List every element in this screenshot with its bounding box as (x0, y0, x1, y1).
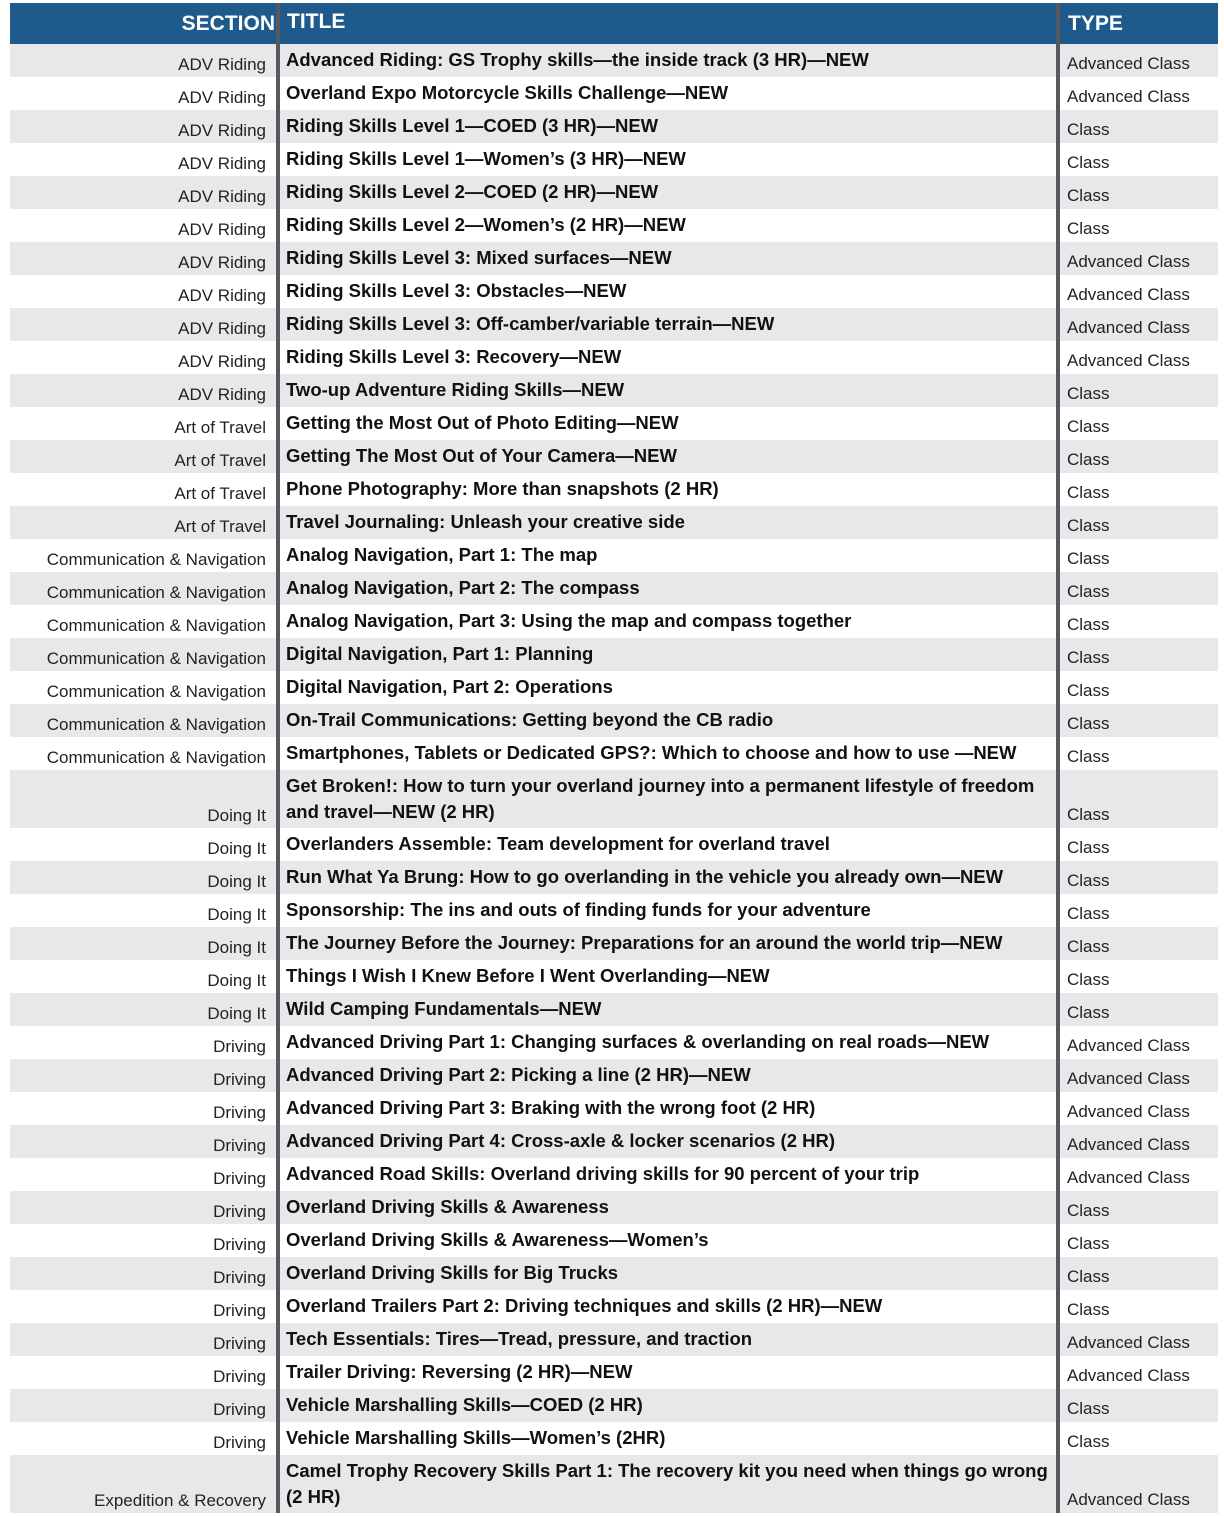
cell-section: ADV Riding (178, 286, 266, 305)
table-row (10, 1224, 1218, 1257)
cell-title: Advanced Driving Part 4: Cross-axle & locker scenarios (2 HR) (280, 1125, 1056, 1158)
cell-title: Riding Skills Level 2—Women’s (2 HR)—NEW (286, 214, 686, 235)
table-row (10, 1422, 1218, 1455)
table-row (10, 440, 1218, 473)
cell-title: Travel Journaling: Unleash your creative side (280, 506, 1056, 539)
cell-title: Sponsorship: The ins and outs of finding funds for your adventure (286, 899, 871, 920)
table-row (10, 1125, 1218, 1158)
cell-section: Driving (10, 1125, 276, 1158)
cell-section: Driving (10, 1389, 276, 1422)
cell-section: Art of Travel (10, 506, 276, 539)
cell-title: Advanced Driving Part 1: Changing surfaces & overlanding on real roads—NEW (286, 1031, 990, 1052)
table-row (10, 993, 1218, 1026)
cell-section: Driving (10, 1323, 276, 1356)
table-row (10, 110, 1218, 143)
cell-title: Riding Skills Level 3: Mixed surfaces—NEW (280, 242, 1056, 275)
cell-title: Smartphones, Tablets or Dedicated GPS?: Which to choose and how to use —NEW (286, 742, 1017, 763)
table-row (10, 473, 1218, 506)
cell-title: Overland Expo Motorcycle Skills Challenge—NEW (286, 82, 729, 103)
cell-title: Phone Photography: More than snapshots (2 HR) (286, 478, 719, 499)
cell-type: Advanced Class (1060, 1455, 1218, 1513)
cell-title: The Journey Before the Journey: Preparations for an around the world trip—NEW (280, 927, 1056, 960)
cell-title: Trailer Driving: Reversing (2 HR)—NEW (286, 1361, 633, 1382)
cell-type: Advanced Class (1067, 87, 1190, 106)
cell-section: Driving (10, 1059, 276, 1092)
cell-section: ADV Riding (10, 308, 276, 341)
header-type: TYPE (1068, 12, 1123, 35)
cell-title: Overlanders Assemble: Team development for overland travel (286, 833, 830, 854)
cell-title: Advanced Driving Part 2: Picking a line (2 HR)—NEW (280, 1059, 1056, 1092)
cell-title: Analog Navigation, Part 3: Using the map and compass together (286, 610, 852, 631)
cell-type: Advanced Class (1060, 308, 1218, 341)
cell-section: ADV Riding (10, 176, 276, 209)
cell-section: Communication & Navigation (46, 616, 266, 635)
cell-type: Class (1060, 176, 1218, 209)
cell-type: Class (1067, 549, 1110, 568)
cell-section: Driving (213, 1169, 266, 1188)
cell-title: Tech Essentials: Tires—Tread, pressure, and traction (280, 1323, 1056, 1356)
cell-section: Driving (213, 1433, 266, 1452)
table-row (10, 1158, 1218, 1191)
table-row (10, 960, 1218, 993)
cell-title: Two-up Adventure Riding Skills—NEW (280, 374, 1056, 407)
header-section: SECTION (181, 12, 275, 35)
cell-type: Class (1067, 681, 1110, 700)
cell-type: Advanced Class (1060, 44, 1218, 77)
cell-section: Driving (213, 1103, 266, 1122)
cell-type: Class (1060, 770, 1218, 828)
cell-title: Digital Navigation, Part 1: Planning (280, 638, 1056, 671)
table-row (10, 1389, 1218, 1422)
cell-title: Things I Wish I Knew Before I Went Overlanding—NEW (286, 965, 770, 986)
table-row (10, 1323, 1218, 1356)
cell-section: Driving (10, 1257, 276, 1290)
cell-title: Vehicle Marshalling Skills—COED (2 HR) (280, 1389, 1056, 1422)
cell-section: Doing It (10, 927, 276, 960)
table-row (10, 605, 1218, 638)
cell-type: Class (1067, 838, 1110, 857)
cell-title: Run What Ya Brung: How to go overlanding in the vehicle you already own—NEW (280, 861, 1056, 894)
cell-section: Communication & Navigation (46, 748, 266, 767)
table-row (10, 1356, 1218, 1389)
cell-type: Advanced Class (1067, 1036, 1190, 1055)
cell-title: Digital Navigation, Part 2: Operations (286, 676, 613, 697)
table-row (10, 242, 1218, 275)
cell-section: Communication & Navigation (10, 638, 276, 671)
table-row (10, 1026, 1218, 1059)
table-row (10, 539, 1218, 572)
table-row (10, 704, 1218, 737)
cell-section: Driving (10, 1191, 276, 1224)
cell-type: Class (1060, 1191, 1218, 1224)
cell-type: Advanced Class (1067, 1168, 1190, 1187)
cell-title: Vehicle Marshalling Skills—Women’s (2HR) (286, 1427, 666, 1448)
cell-type: Advanced Class (1060, 1125, 1218, 1158)
cell-type: Class (1067, 153, 1110, 172)
cell-title: Analog Navigation, Part 1: The map (286, 544, 598, 565)
cell-section: Doing It (10, 993, 276, 1026)
table-row (10, 275, 1218, 308)
table-row (10, 927, 1218, 960)
table-row (10, 143, 1218, 176)
cell-section: ADV Riding (10, 44, 276, 77)
cell-title: Advanced Riding: GS Trophy skills—the inside track (3 HR)—NEW (280, 44, 1056, 77)
cell-type: Advanced Class (1067, 1102, 1190, 1121)
cell-section: Expedition & Recovery (10, 1455, 276, 1513)
table-row (10, 770, 1218, 828)
cell-section: ADV Riding (178, 220, 266, 239)
cell-title: Get Broken!: How to turn your overland journey into a permanent lifestyle of freedom and travel—NEW (2 HR) (280, 770, 1056, 828)
cell-type: Class (1060, 572, 1218, 605)
table-row (10, 894, 1218, 927)
table-row (10, 1092, 1218, 1125)
table-row (10, 374, 1218, 407)
table-row (10, 44, 1218, 77)
cell-title: Analog Navigation, Part 2: The compass (280, 572, 1056, 605)
cell-section: ADV Riding (178, 352, 266, 371)
course-table (10, 3, 1218, 1513)
cell-type: Class (1060, 506, 1218, 539)
table-row (10, 77, 1218, 110)
cell-type: Class (1067, 483, 1110, 502)
cell-title: Advanced Driving Part 3: Braking with the wrong foot (2 HR) (286, 1097, 816, 1118)
cell-type: Class (1067, 615, 1110, 634)
cell-title: Riding Skills Level 3: Obstacles—NEW (286, 280, 627, 301)
cell-type: Advanced Class (1060, 242, 1218, 275)
cell-type: Class (1060, 704, 1218, 737)
cell-type: Advanced Class (1067, 1366, 1190, 1385)
cell-section: Doing It (10, 770, 276, 828)
cell-type: Class (1067, 904, 1110, 923)
cell-type: Advanced Class (1060, 1323, 1218, 1356)
cell-type: Class (1067, 970, 1110, 989)
cell-type: Advanced Class (1060, 1059, 1218, 1092)
cell-section: Communication & Navigation (10, 704, 276, 737)
cell-section: Art of Travel (174, 418, 266, 437)
cell-section: ADV Riding (178, 88, 266, 107)
cell-title: On-Trail Communications: Getting beyond the CB radio (280, 704, 1056, 737)
table-row (10, 737, 1218, 770)
cell-type: Class (1060, 638, 1218, 671)
cell-type: Class (1060, 993, 1218, 1026)
cell-section: ADV Riding (178, 154, 266, 173)
cell-title: Wild Camping Fundamentals—NEW (280, 993, 1056, 1026)
cell-section: Driving (213, 1367, 266, 1386)
cell-section: Art of Travel (174, 484, 266, 503)
cell-type: Class (1060, 440, 1218, 473)
cell-title: Riding Skills Level 3: Off-camber/variable terrain—NEW (280, 308, 1056, 341)
cell-type: Class (1067, 1432, 1110, 1451)
table-row (10, 572, 1218, 605)
cell-section: Driving (213, 1235, 266, 1254)
table-row (10, 1059, 1218, 1092)
cell-title: Overland Driving Skills & Awareness (280, 1191, 1056, 1224)
cell-title: Riding Skills Level 2—COED (2 HR)—NEW (280, 176, 1056, 209)
table-row (10, 1455, 1218, 1513)
cell-type: Class (1060, 374, 1218, 407)
table-row (10, 1191, 1218, 1224)
table-row (10, 638, 1218, 671)
table-row (10, 1290, 1218, 1323)
cell-title: Riding Skills Level 1—COED (3 HR)—NEW (280, 110, 1056, 143)
cell-title: Riding Skills Level 3: Recovery—NEW (286, 346, 622, 367)
cell-section: Driving (213, 1037, 266, 1056)
cell-title: Getting the Most Out of Photo Editing—NEW (286, 412, 679, 433)
table-row (10, 861, 1218, 894)
table-row (10, 1257, 1218, 1290)
cell-type: Class (1060, 861, 1218, 894)
cell-section: Communication & Navigation (10, 572, 276, 605)
table-row (10, 308, 1218, 341)
cell-section: Driving (213, 1301, 266, 1320)
cell-section: Communication & Navigation (46, 682, 266, 701)
cell-title: Overland Driving Skills & Awareness—Women’s (286, 1229, 709, 1250)
cell-title: Getting The Most Out of Your Camera—NEW (280, 440, 1056, 473)
table-row (10, 506, 1218, 539)
table-row (10, 209, 1218, 242)
cell-title: Overland Trailers Part 2: Driving techniques and skills (2 HR)—NEW (286, 1295, 883, 1316)
cell-type: Class (1060, 1257, 1218, 1290)
table-body (10, 44, 1218, 1513)
cell-type: Class (1067, 1300, 1110, 1319)
cell-title: Riding Skills Level 1—Women’s (3 HR)—NEW (286, 148, 686, 169)
cell-section: Doing It (207, 971, 266, 990)
header-title: TITLE (287, 10, 346, 33)
cell-section: Doing It (207, 839, 266, 858)
table-header (10, 3, 1218, 44)
table-row (10, 828, 1218, 861)
table-row (10, 341, 1218, 374)
cell-title: Advanced Road Skills: Overland driving skills for 90 percent of your trip (286, 1163, 920, 1184)
cell-section: Doing It (10, 861, 276, 894)
cell-section: Doing It (207, 905, 266, 924)
cell-type: Class (1067, 747, 1110, 766)
cell-title: Overland Driving Skills for Big Trucks (280, 1257, 1056, 1290)
cell-section: ADV Riding (10, 110, 276, 143)
cell-title: Camel Trophy Recovery Skills Part 1: The recovery kit you need when things go wrong (2 HR) (280, 1455, 1056, 1513)
cell-type: Class (1067, 417, 1110, 436)
cell-type: Class (1067, 1234, 1110, 1253)
table-row (10, 176, 1218, 209)
cell-type: Advanced Class (1067, 285, 1190, 304)
cell-type: Class (1060, 1389, 1218, 1422)
table-row (10, 407, 1218, 440)
cell-section: ADV Riding (10, 242, 276, 275)
cell-type: Advanced Class (1067, 351, 1190, 370)
cell-type: Class (1060, 927, 1218, 960)
cell-type: Class (1060, 110, 1218, 143)
cell-section: Communication & Navigation (46, 550, 266, 569)
cell-section: Art of Travel (10, 440, 276, 473)
table-row (10, 671, 1218, 704)
cell-type: Class (1067, 219, 1110, 238)
cell-section: ADV Riding (10, 374, 276, 407)
